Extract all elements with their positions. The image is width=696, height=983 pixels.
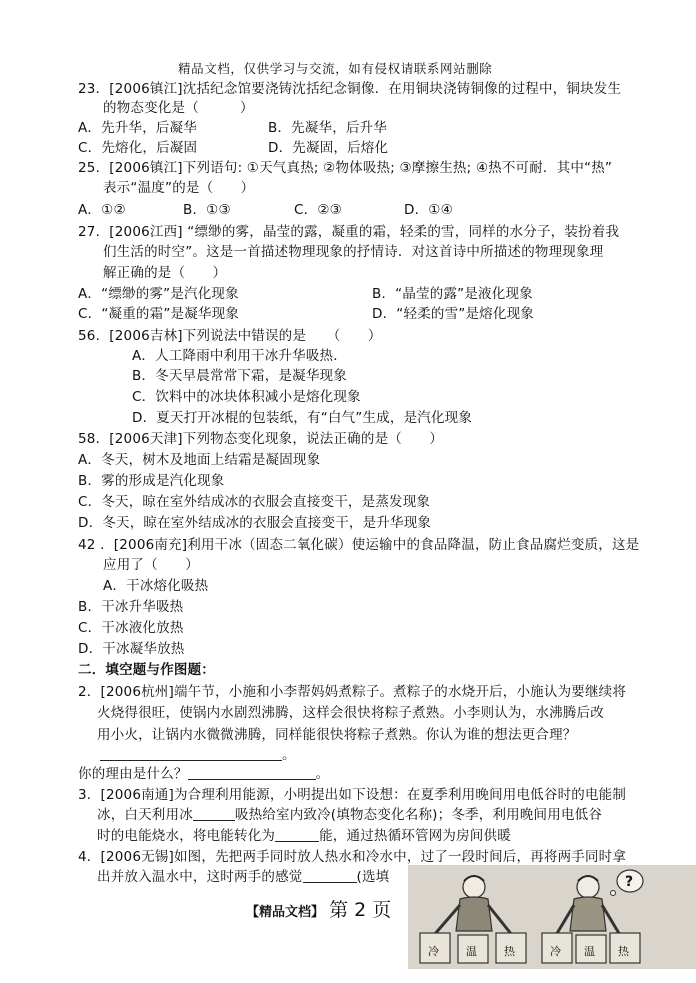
- q27-stem-line1: 27．[2006江西] “缥缈的雾，晶莹的露，凝重的霜，轻柔的雪，同样的水分子，装扮着我: [78, 224, 620, 240]
- q27-stem-line3: 解正确的是（ ）: [103, 265, 227, 281]
- fill-q3-line1: 3．[2006南通]为合理利用能源，小明提出如下设想：在夏季利用晚间用电低谷时的电能制: [78, 787, 627, 803]
- left-basin-label-2: 温: [466, 945, 477, 958]
- q27-option-b: B．“晶莹的露”是液化现象: [372, 286, 533, 302]
- q23-option-d: D．先凝固，后熔化: [268, 140, 389, 156]
- q3-l3-pre: 时的电能烧水，将电能转化为: [97, 828, 276, 844]
- q27-option-c: C．“凝重的霜”是凝华现象: [78, 306, 240, 322]
- q23-option-c: C．先熔化，后凝固: [78, 140, 198, 156]
- q23-stem-line2: 的物态变化是（ ）: [103, 100, 254, 116]
- q58-option-c: C．冬天，晾在室外结成冰的衣服会直接变干，是蒸发现象: [78, 494, 431, 510]
- q2-reason-prompt: 你的理由是什么？: [78, 766, 188, 782]
- fill-q2-line3: 用小火，让锅内水微微沸腾，同样能很快将粽子煮熟。你认为谁的想法更合理？: [97, 727, 577, 743]
- answer-blank-reason[interactable]: [188, 765, 316, 780]
- q58-option-d: D．冬天，晾在室外结成冰的衣服会直接变干，是升华现象: [78, 515, 432, 531]
- q56-option-c: C．饮料中的冰块体积减小是熔化现象: [132, 389, 361, 405]
- fill-q2-line5: [78, 765, 329, 783]
- q3-l3-post: 能，通过热循环管网为房间供暖: [319, 828, 511, 844]
- fill-q3-line2: [97, 806, 602, 824]
- q25-option-c: C．②③: [294, 202, 342, 218]
- q56-option-b: B．冬天早晨常常下霜，是凝华现象: [132, 368, 347, 384]
- q4-l2-post: (选填: [356, 869, 390, 885]
- fill-q4-line2: [97, 868, 389, 886]
- q25-stem-line1: 25．[2006镇江]下列语句: ①天气真热; ②物体吸热; ③摩擦生热; ④热不可耐．其中“热”: [78, 160, 613, 176]
- right-basin-label-1: 冷: [550, 945, 561, 958]
- left-basin-label-1: 冷: [428, 945, 439, 958]
- q42-option-d: D．干冰凝华放热: [78, 641, 185, 657]
- q58-stem: 58．[2006天津]下列物态变化现象，说法正确的是（ ）: [78, 431, 444, 447]
- answer-blank-who[interactable]: [100, 746, 282, 761]
- illustration-svg: [408, 865, 696, 969]
- fill-q4-line1: 4．[2006无锡]如图，先把两手同时放人热水和冷水中，过了一段时间后，再将两手同时拿: [78, 849, 627, 865]
- q23-option-a: A．先升华，后凝华: [78, 120, 198, 136]
- q42-stem-line2: 应用了（ ）: [103, 557, 199, 573]
- q4-l2-pre: 出并放入温水中，这时两手的感觉: [97, 869, 303, 885]
- q27-stem-line2: 们生活的时空”。这是一首描述物理现象的抒情诗．对这首诗中所描述的物理现象理: [103, 244, 604, 260]
- q25-stem-line2: 表示“温度”的是（ ）: [103, 180, 255, 196]
- q25-option-b: B．①③: [183, 202, 231, 218]
- answer-blank-energy[interactable]: [275, 827, 319, 842]
- q56-option-d: D．夏天打开冰棍的包装纸，有“白气”生成，是汽化现象: [132, 410, 473, 426]
- fill-q2-line2: 火烧得很旺，使锅内水剧烈沸腾，这样会很快将粽子煮熟。小李则认为，水沸腾后改: [97, 705, 604, 721]
- q56-stem: 56．[2006吉林]下列说法中错误的是 （ ）: [78, 328, 382, 344]
- q2-period: 。: [282, 747, 296, 763]
- section-title: 二．填空题与作图题：: [78, 662, 215, 678]
- q42-option-b: B．干冰升华吸热: [78, 599, 184, 615]
- right-basin-label-2: 温: [584, 945, 595, 958]
- right-basins: [542, 933, 640, 963]
- q23-option-b: B．先凝华，后升华: [268, 120, 388, 136]
- fill-q3-line3: [97, 827, 511, 845]
- footer-brand: 【精品文档】: [246, 905, 325, 920]
- fill-q2-line4: [100, 746, 296, 764]
- q2-reason-period: 。: [315, 766, 330, 782]
- page-footer: [246, 895, 391, 922]
- q27-option-d: D．“轻柔的雪”是熔化现象: [372, 306, 534, 322]
- q42-option-a: A．干冰熔化吸热: [103, 578, 209, 594]
- q23-stem-line1: 23．[2006镇江]沈括纪念馆要浇铸沈括纪念铜像．在用铜块浇铸铜像的过程中，铜块发生: [78, 81, 622, 97]
- page-header: 精品文档，仅供学习与交流，如有侵权请联系网站删除: [178, 61, 493, 76]
- left-basins: [420, 933, 526, 963]
- q42-stem-line1: 42 ．[2006南充]利用干冰（固态二氧化碳）使运输中的食品降温，防止食品腐烂变质，这是: [78, 537, 640, 553]
- q42-option-c: C．干冰液化放热: [78, 620, 184, 636]
- answer-blank-feeling[interactable]: [303, 868, 357, 883]
- fill-q2-line1: 2．[2006杭州]端午节，小施和小李帮妈妈煮粽子。煮粽子的水烧开后，小施认为要继续将: [78, 684, 627, 700]
- q3-l2-pre: 冰，白天利用冰: [97, 807, 193, 823]
- q58-option-b: B．雾的形成是汽化现象: [78, 473, 225, 489]
- right-basin-label-3: 热: [618, 945, 629, 958]
- q58-option-a: A．冬天，树木及地面上结霜是凝固现象: [78, 452, 321, 468]
- q27-option-a: A．“缥缈的雾”是汽化现象: [78, 286, 239, 302]
- footer-page-number: 第 2 页: [329, 899, 392, 921]
- answer-blank-phase-change[interactable]: [193, 806, 235, 821]
- hands-in-water-illustration: [408, 865, 696, 969]
- q25-option-a: A．①②: [78, 202, 126, 218]
- question-mark: ?: [625, 874, 634, 890]
- left-basin-label-3: 热: [504, 945, 515, 958]
- q25-option-d: D．①④: [404, 202, 453, 218]
- q56-option-a: A．人工降雨中利用干冰升华吸热．: [132, 348, 347, 364]
- q3-l2-post: 吸热给室内致冷(填物态变化名称)；冬季，利用晚间用电低谷: [234, 807, 603, 823]
